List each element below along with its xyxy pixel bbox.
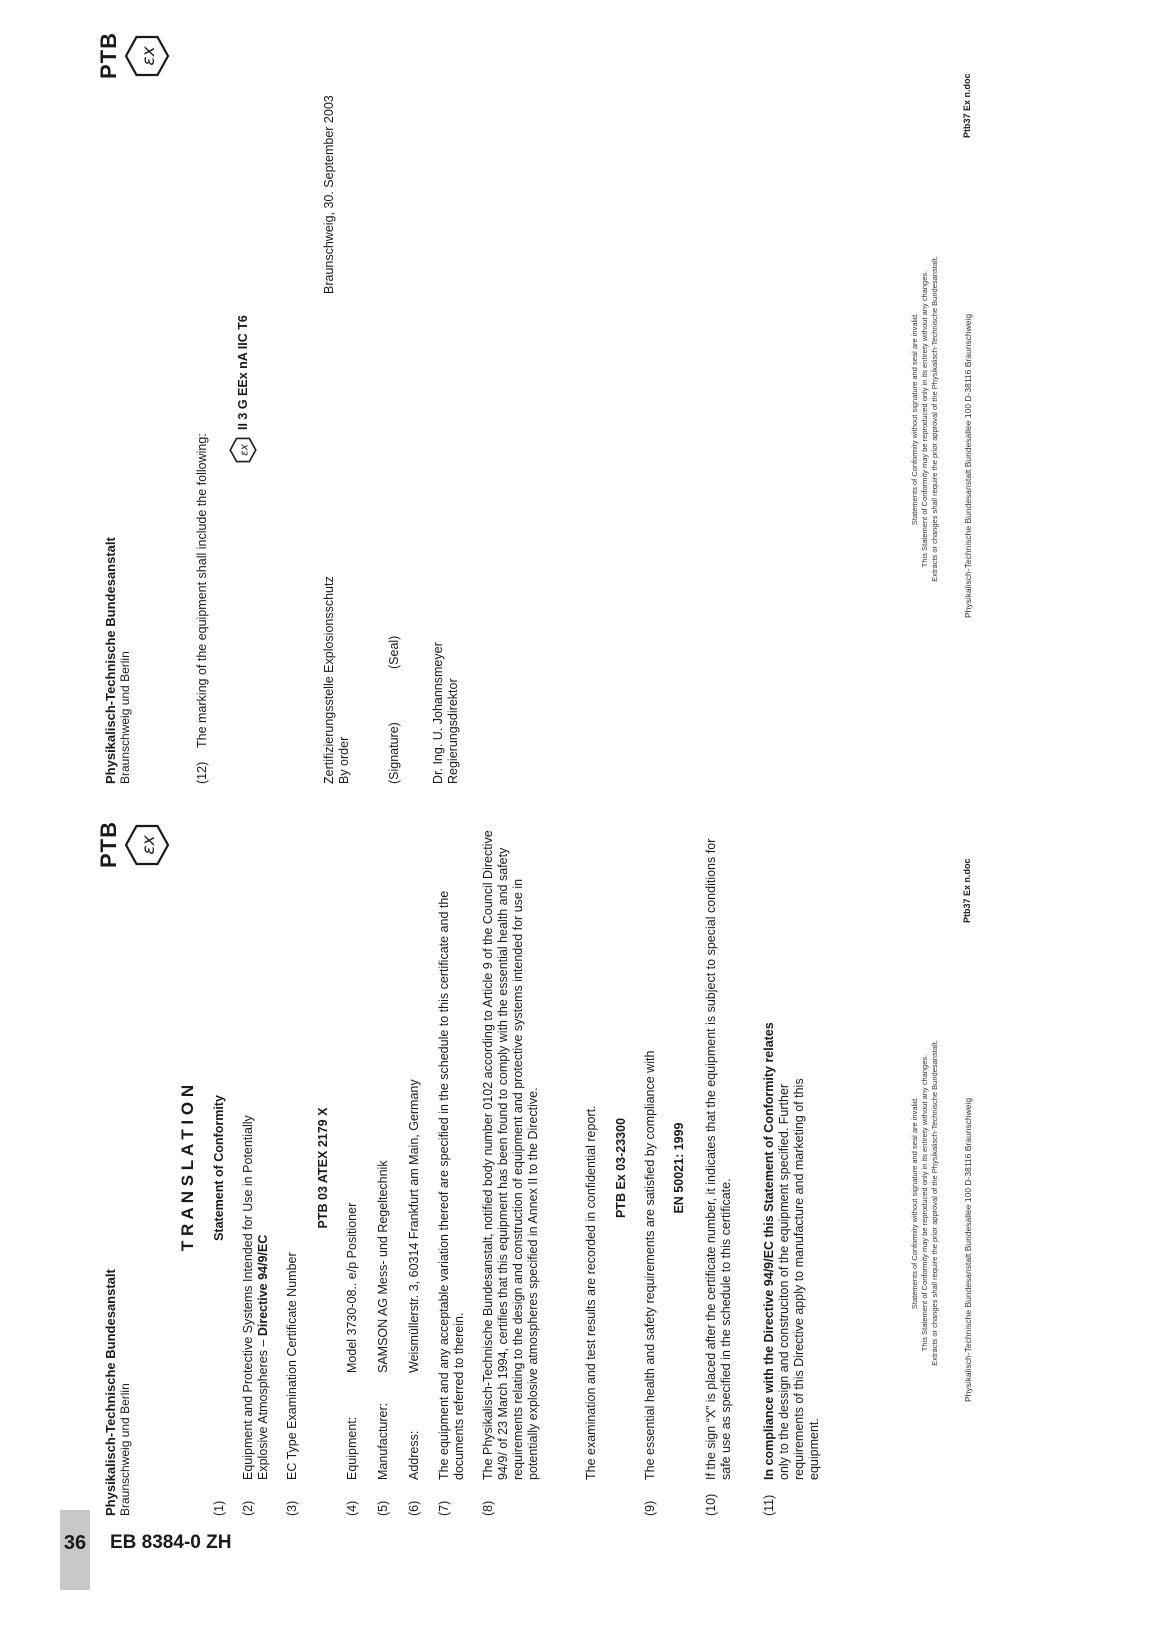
ptb-logo-text: PTB — [96, 32, 121, 79]
statement-title: Statement of Conformity — [212, 1095, 226, 1241]
item-number: (5) — [376, 1500, 390, 1516]
item-number: (12) — [195, 761, 209, 784]
report-number: PTB Ex 03-23300 — [614, 1117, 628, 1219]
signer-name: Dr. Ing. U. Johannsmeyer — [431, 642, 445, 784]
equipment-value: Model 3730-08.. e/p Positioner — [345, 1202, 359, 1373]
certificate-page-1 — [0, 814, 1150, 1628]
document-code: EB 8384-0 ZH — [110, 1532, 232, 1553]
item-number: (3) — [285, 1500, 299, 1516]
footer-address: Physikalisch-Technische Bundesanstalt Bundesallee 100 D-38116 Braunschweig — [963, 313, 973, 618]
item-3-text: EC Type Examination Certificate Number — [285, 1252, 299, 1480]
report-note: The examination and test results are recorded in confidential report. — [584, 1105, 598, 1480]
page-number: 36 — [63, 1532, 87, 1554]
institute-name: Physikalisch-Technische Bundesanstalt — [103, 1269, 118, 1516]
ptb-logo — [98, 19, 178, 79]
item-number: (8) — [481, 1500, 495, 1516]
address-label: Address: — [407, 1430, 421, 1480]
institute-city: Braunschweig und Berlin — [118, 1383, 132, 1516]
issue-date: Braunschweig, 30. September 2003 — [322, 95, 336, 294]
svg-text:εx: εx — [139, 835, 159, 855]
address-value: Weismüllerstr. 3, 60314 Frankfurt am Main, Germany — [407, 1079, 421, 1373]
institute-city: Braunschweig und Berlin — [118, 651, 132, 784]
by-order: By order — [337, 736, 351, 784]
item-number: (11) — [762, 1494, 776, 1516]
seal-placeholder: (Seal) — [387, 635, 401, 669]
institute-header — [103, 1269, 132, 1516]
item-9-text: The essential health and safety requirements are satisfied by compliance with — [643, 1050, 657, 1480]
item-number: (7) — [437, 1500, 451, 1516]
item-number: (1) — [212, 1500, 226, 1516]
item-7-text: The equipment and any acceptable variation thereof are specified in the schedule to this certificate and the documents referred to therein. — [437, 890, 466, 1480]
item-number: (6) — [407, 1500, 421, 1516]
marking-code: II 3 G EEx nA IIC T6 — [235, 315, 250, 430]
footer-notice: Statements of Conformity without signature and seal are invalid. This Statement of Conformity may be reproduced only in its entirety without any changes. Extracts or changes shall require the prior approval of the Physikalisch-Technische Bundesanstalt. — [910, 256, 939, 582]
item-number: (4) — [345, 1500, 359, 1516]
equipment-label: Equipment: — [345, 1416, 359, 1480]
item-number: (2) — [241, 1500, 255, 1516]
file-reference: Ptb37 Ex n.doc — [962, 858, 972, 923]
ptb-logo — [98, 808, 178, 868]
ptb-logo-text: PTB — [96, 821, 121, 868]
signer-title: Regierungsdirektor — [446, 678, 460, 784]
item-10-text: If the sign “X” is placed after the certificate number, it indicates that the equipment is subject to special conditions for safe use as specified in the schedule to this certificate. — [704, 838, 733, 1480]
footer-notice: Statements of Conformity without signature and seal are invalid. This Statement of Conformity may be reproduced only in its entirety without any changes. Extracts or changes shall require the prior approval of the Physikalisch-Technische Bundesanstalt. — [910, 1040, 939, 1366]
item-12-text: The marking of the equipment shall include the following: — [195, 433, 209, 748]
certification-authority: Zertifizierungsstelle Explosionsschutz — [322, 576, 336, 784]
standard-number: EN 50021: 1999 — [672, 1122, 686, 1214]
ex-hexagon-icon — [124, 33, 170, 79]
footer-address: Physikalisch-Technische Bundesanstalt Bundesallee 100 D-38116 Braunschweig — [963, 1097, 973, 1402]
ex-hexagon-icon — [229, 436, 257, 464]
item-number: (10) — [704, 1493, 718, 1516]
manufacturer-label: Manufacturer: — [376, 1402, 390, 1480]
item-2-text: Equipment and Protective Systems Intended for Use in Potentially Explosive Atmospheres – Directive 94/9/EC — [241, 1115, 270, 1480]
equipment-marking — [229, 315, 257, 464]
institute-name: Physikalisch-Technische Bundesanstalt — [103, 537, 118, 784]
svg-text:εx: εx — [139, 46, 159, 66]
signature-placeholder: (Signature) — [387, 722, 401, 784]
ex-hexagon-icon — [124, 822, 170, 868]
institute-header — [103, 537, 132, 784]
item-number: (9) — [643, 1500, 657, 1516]
svg-text:εx: εx — [238, 444, 251, 456]
certificate-number: PTB 03 ATEX 2179 X — [316, 1107, 330, 1229]
item-11-text: In compliance with the Directive 94/9/EC this Statement of Conformity relates only to the dessign and construciton of the equipment specified. Further requirements of this Directive apply to manufacture and marketing of this equipment. — [762, 1022, 821, 1480]
item-8-text: The Physikalisch-Technische Bundesanstalt, notified body number 0102 according to Article 9 of the Council Directive 94/9/ of 23 March 1994, certifies that this equipment has been found to comply with the essential health and safety requirements relating to the design and construction of equipment and protective systems intended for use in potentially explosive atmospheres specified in Annex II to the Directive. — [481, 830, 540, 1480]
translation-heading: T R A N S L A T I O N — [178, 1084, 197, 1252]
manufacturer-value: SAMSON AG Mess- und Regeltechnik — [376, 1160, 390, 1373]
file-reference: Ptb37 Ex n.doc — [962, 73, 972, 138]
